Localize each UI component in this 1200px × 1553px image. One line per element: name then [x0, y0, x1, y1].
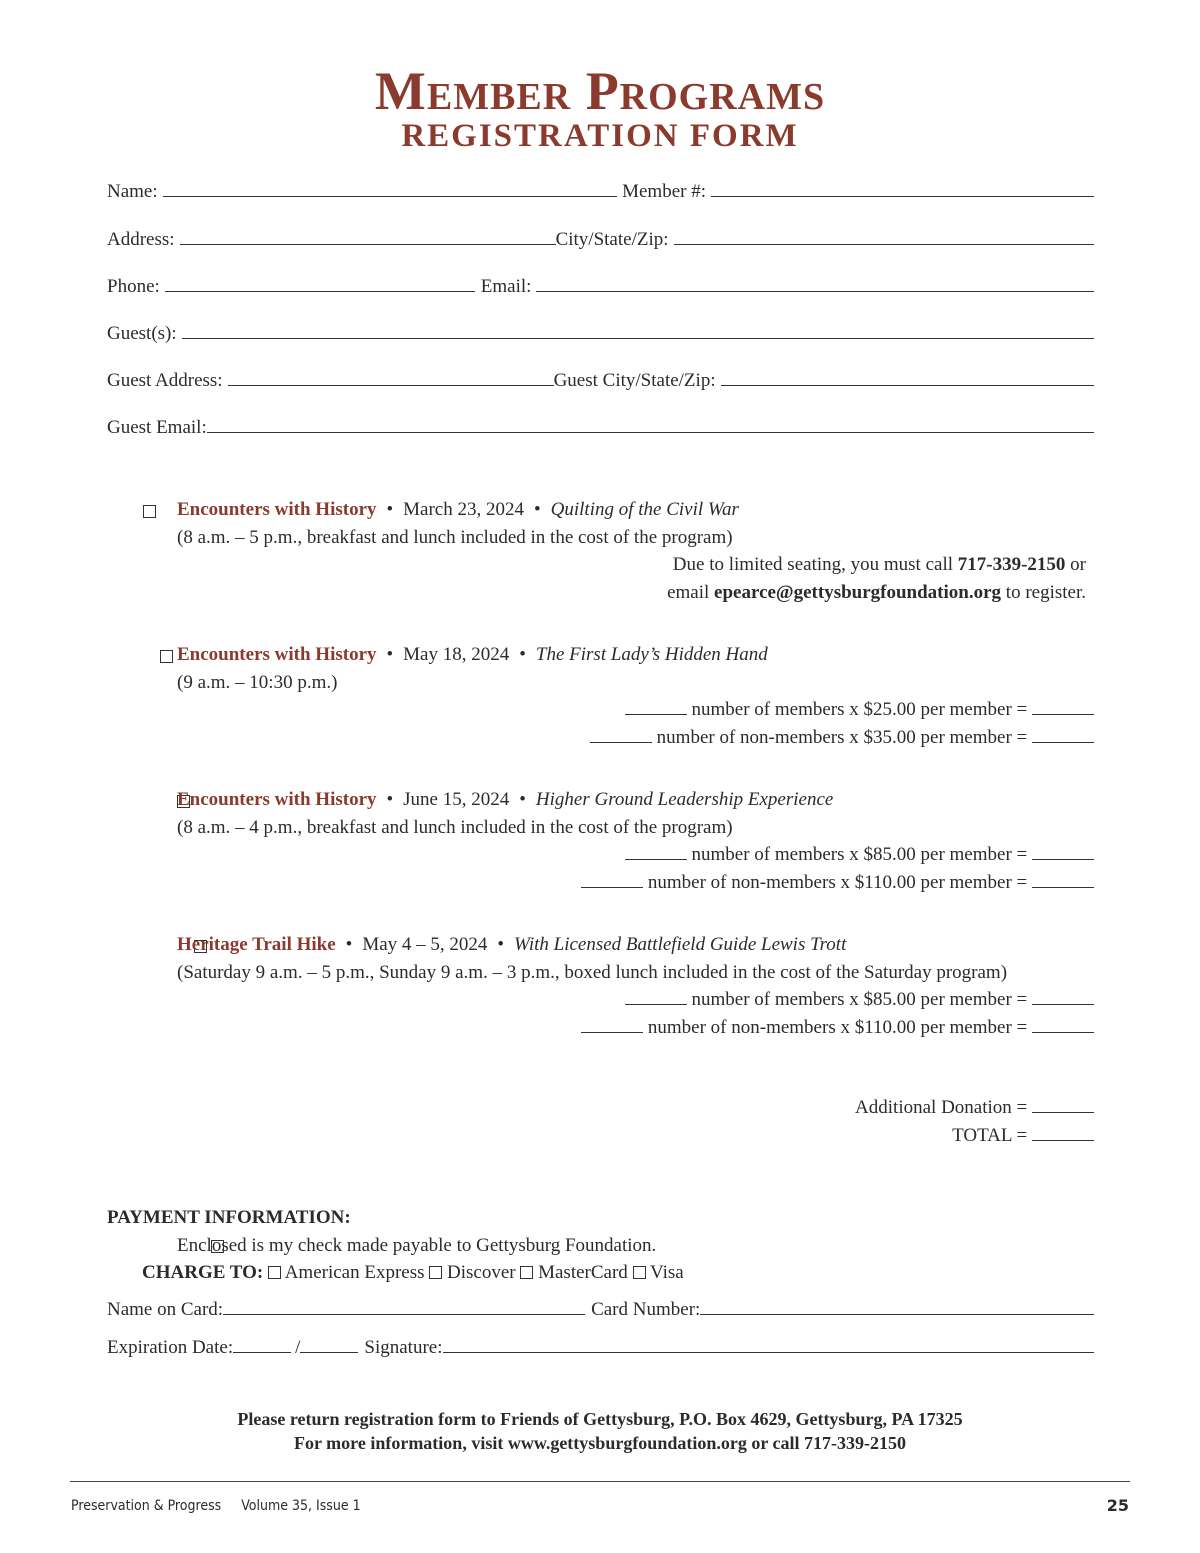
payment-heading: PAYMENT INFORMATION: — [107, 1207, 351, 1228]
nonmember-count-field[interactable] — [590, 727, 652, 743]
note-text: email — [667, 582, 715, 603]
bullet: • — [386, 789, 394, 810]
expiration-month-field[interactable] — [233, 1337, 291, 1353]
discover-checkbox[interactable] — [429, 1266, 442, 1279]
program-4-title — [177, 934, 846, 956]
program-name: Encounters with History — [177, 789, 377, 810]
email-label: Email: — [480, 276, 532, 297]
program-date: June 15, 2024 — [403, 789, 510, 810]
program-name: Encounters with History — [177, 644, 377, 665]
bullet: • — [386, 644, 394, 665]
visa-label: Visa — [649, 1262, 684, 1283]
note-text: Due to limited seating, you must call — [672, 554, 958, 575]
check-label: Enclosed is my check made payable to Gettysburg Foundation. — [177, 1235, 657, 1256]
program-topic: The First Lady’s Hidden Hand — [535, 644, 768, 665]
program-2-members-line — [625, 699, 1094, 721]
guests-label: Guest(s): — [107, 323, 177, 344]
program-1-note-line1 — [673, 554, 1086, 576]
program-4-details: (Saturday 9 a.m. – 5 p.m., Sunday 9 a.m. – 3 p.m., boxed lunch included in the cost of the Saturday program) — [177, 962, 1008, 983]
program-2-details: (9 a.m. – 10:30 p.m.) — [177, 672, 338, 693]
amex-checkbox[interactable] — [268, 1266, 281, 1279]
guest-city-state-zip-field[interactable] — [721, 370, 1094, 386]
nonmembers-text: number of non-members x $110.00 per member = — [643, 872, 1032, 893]
program-3-members-line — [625, 844, 1094, 866]
nonmember-subtotal-field[interactable] — [1032, 727, 1094, 743]
nonmember-count-field[interactable] — [581, 872, 643, 888]
member-subtotal-field[interactable] — [1032, 844, 1094, 860]
charge-to-row — [142, 1262, 684, 1284]
footer-publication — [71, 1498, 361, 1514]
note-text: or — [1065, 554, 1086, 575]
guest-email-label: Guest Email: — [107, 417, 207, 438]
guest-city-state-zip-label: Guest City/State/Zip: — [553, 370, 716, 391]
program-date: March 23, 2024 — [403, 499, 524, 520]
name-on-card-label: Name on Card: — [107, 1299, 224, 1320]
program-3-details: (8 a.m. – 4 p.m., breakfast and lunch included in the cost of the program) — [177, 817, 733, 838]
expiration-year-field[interactable] — [300, 1337, 358, 1353]
bullet: • — [519, 644, 526, 665]
program-3-nonmembers-line — [581, 872, 1094, 894]
card-number-field[interactable] — [700, 1299, 1094, 1315]
bullet: • — [534, 499, 541, 520]
nonmember-subtotal-field[interactable] — [1032, 1017, 1094, 1033]
members-text: number of members x $25.00 per member = — [686, 699, 1032, 720]
nonmember-subtotal-field[interactable] — [1032, 872, 1094, 888]
program-4-members-line — [625, 989, 1094, 1011]
note-email[interactable]: epearce@gettysburgfoundation.org — [714, 582, 1002, 603]
member-count-field[interactable] — [625, 699, 687, 715]
bullet: • — [519, 789, 526, 810]
more-info-note: For more information, visit www.gettysburgfoundation.org or call 717-339-2150 — [294, 1433, 906, 1453]
program-topic: Higher Ground Leadership Experience — [535, 789, 834, 810]
footer-divider — [70, 1481, 1130, 1482]
donation-line — [855, 1097, 1094, 1119]
signature-field[interactable] — [443, 1337, 1095, 1353]
nonmembers-text: number of non-members x $110.00 per member = — [643, 1017, 1032, 1038]
member-subtotal-field[interactable] — [1032, 699, 1094, 715]
phone-label: Phone: — [107, 276, 160, 297]
name-label: Name: — [107, 181, 158, 202]
name-field[interactable] — [163, 181, 617, 197]
address-label: Address: — [107, 229, 175, 250]
bullet: • — [497, 934, 505, 955]
amex-label: American Express — [284, 1262, 425, 1283]
member-count-field[interactable] — [625, 989, 687, 1005]
page-number: 25 — [1106, 1496, 1129, 1515]
member-subtotal-field[interactable] — [1032, 989, 1094, 1005]
guest-address-label: Guest Address: — [107, 370, 223, 391]
donation-label: Additional Donation = — [855, 1097, 1032, 1118]
city-state-zip-field[interactable] — [674, 229, 1094, 245]
program-1-title — [177, 499, 739, 521]
name-on-card-field[interactable] — [223, 1299, 585, 1315]
visa-checkbox[interactable] — [633, 1266, 646, 1279]
program-date: May 4 – 5, 2024 — [362, 934, 488, 955]
program-3-title — [177, 789, 833, 811]
member-number-label: Member #: — [622, 181, 706, 202]
total-label: TOTAL = — [952, 1125, 1032, 1146]
email-field[interactable] — [536, 276, 1094, 292]
donation-field[interactable] — [1032, 1097, 1094, 1113]
program-1-details: (8 a.m. – 5 p.m., breakfast and lunch included in the cost of the program) — [177, 527, 733, 548]
address-field[interactable] — [180, 229, 556, 245]
program-2-title — [177, 644, 768, 666]
mastercard-checkbox[interactable] — [520, 1266, 533, 1279]
members-text: number of members x $85.00 per member = — [686, 844, 1032, 865]
form-title: Member Programs — [374, 61, 826, 121]
note-phone: 717-339-2150 — [957, 554, 1066, 575]
return-address-note: Please return registration form to Friends of Gettysburg, P.O. Box 4629, Gettysburg, PA 17325 — [237, 1409, 963, 1429]
guest-email-field[interactable] — [207, 417, 1094, 433]
publication-name: Preservation & Progress — [71, 1498, 222, 1514]
city-state-zip-label: City/State/Zip: — [555, 229, 669, 250]
program-date: May 18, 2024 — [403, 644, 510, 665]
note-text: to register. — [1001, 582, 1086, 603]
charge-to-label: CHARGE TO: — [142, 1262, 264, 1283]
expiration-label: Expiration Date: — [107, 1337, 234, 1358]
bullet: • — [386, 499, 394, 520]
program-name: Heritage Trail Hike — [177, 934, 336, 955]
total-field[interactable] — [1032, 1125, 1094, 1141]
bullet: • — [345, 934, 353, 955]
program-2-nonmembers-line — [590, 727, 1094, 749]
nonmember-count-field[interactable] — [581, 1017, 643, 1033]
nonmembers-text: number of non-members x $35.00 per member = — [651, 727, 1032, 748]
card-number-label: Card Number: — [591, 1299, 701, 1320]
program-name: Encounters with History — [177, 499, 377, 520]
program-topic: With Licensed Battlefield Guide Lewis Trott — [514, 934, 847, 955]
program-4-nonmembers-line — [581, 1017, 1094, 1039]
program-topic: Quilting of the Civil War — [550, 499, 739, 520]
form-subtitle: REGISTRATION FORM — [401, 118, 799, 154]
mastercard-label: MasterCard — [538, 1262, 628, 1283]
phone-field[interactable] — [165, 276, 475, 292]
guest-address-field[interactable] — [228, 370, 554, 386]
issue-label: Volume 35, Issue 1 — [241, 1498, 361, 1514]
member-count-field[interactable] — [625, 844, 687, 860]
guests-field[interactable] — [182, 323, 1094, 339]
program-1-checkbox[interactable] — [143, 505, 156, 518]
discover-label: Discover — [447, 1262, 516, 1283]
program-1-note-line2 — [667, 582, 1086, 604]
total-line — [952, 1125, 1094, 1147]
member-number-field[interactable] — [711, 181, 1094, 197]
program-2-checkbox[interactable] — [160, 650, 173, 663]
expiration-slash: / — [295, 1337, 301, 1358]
signature-label: Signature: — [364, 1337, 443, 1358]
members-text: number of members x $85.00 per member = — [686, 989, 1032, 1010]
